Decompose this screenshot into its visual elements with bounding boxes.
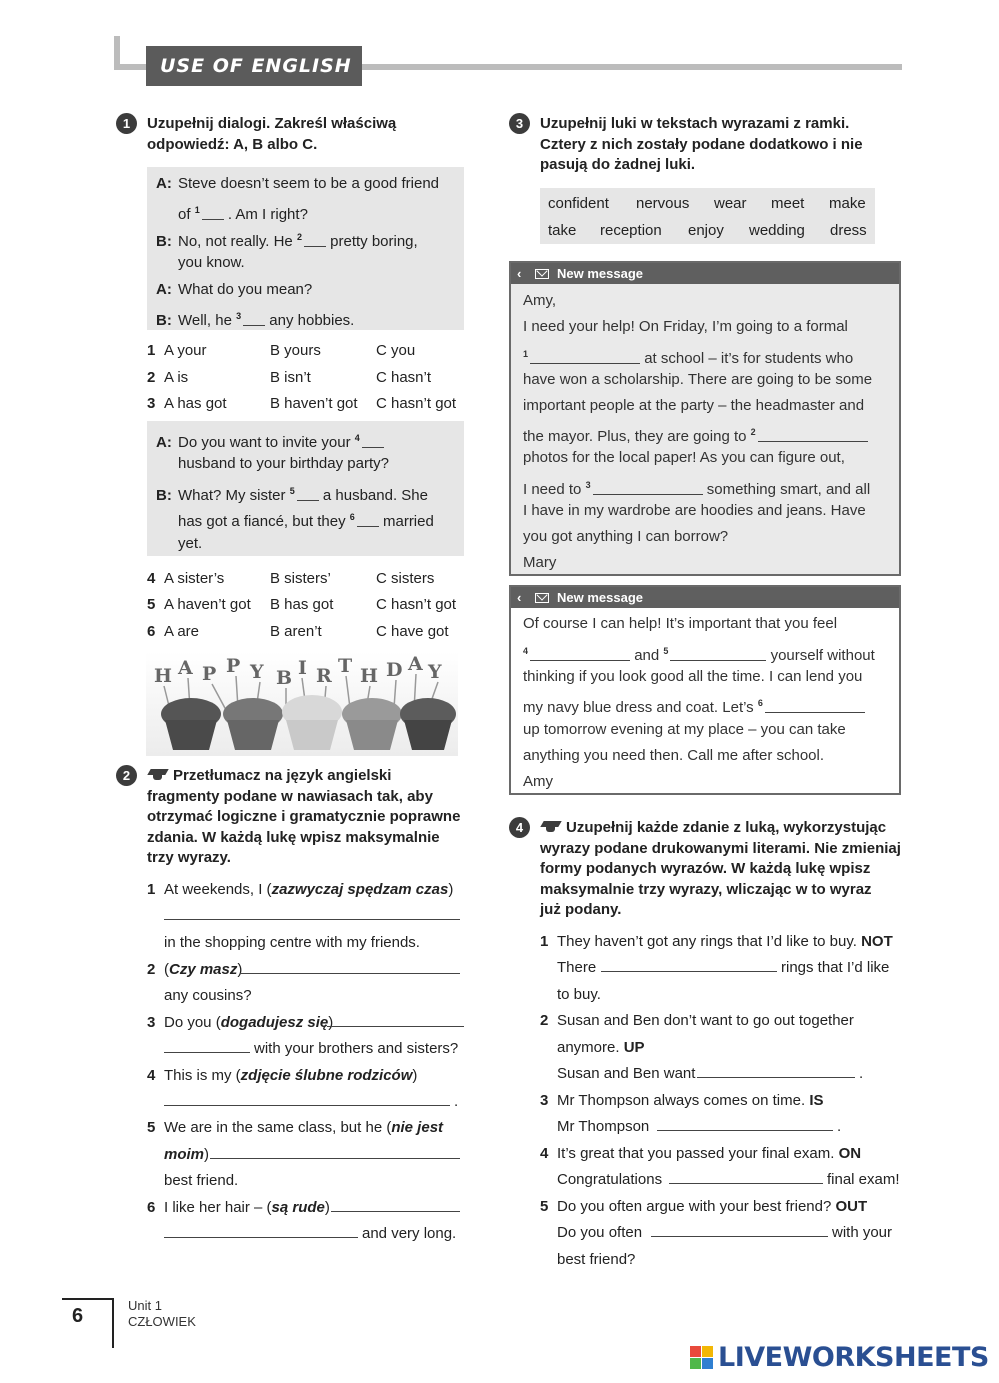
liveworksheets-wordmark: LIVEWORKSHEETS (718, 1342, 989, 1373)
page-number: 6 (72, 1305, 84, 1327)
exercise-number: 2 (116, 765, 137, 786)
transformation-prompt: final exam! (827, 1171, 900, 1188)
svg-text:D: D (386, 659, 403, 681)
dialog-line: you know. (178, 254, 245, 271)
answer-line[interactable] (651, 1236, 828, 1237)
word-bank-item[interactable]: dress (830, 222, 867, 239)
gap-5[interactable] (670, 647, 766, 661)
dialog-line: has got a fiancé, but they $^6$ married (178, 512, 434, 530)
email-line: the mayor. Plus, they are going to $^2$ (523, 422, 868, 447)
translation-continuation: and very long. (362, 1225, 457, 1242)
answer-line[interactable] (240, 973, 460, 974)
answer-line[interactable] (657, 1130, 833, 1131)
translation-continuation: in the shopping centre with my friends. (164, 934, 420, 951)
translation-item: 6 I like her hair – (są rude) (147, 1199, 330, 1216)
option-a[interactable]: A your (164, 342, 207, 359)
transformation-prompt: best friend? (557, 1251, 636, 1268)
dialog-line: of $^1$ . Am I right? (178, 205, 308, 223)
translation-continuation: . (454, 1093, 459, 1110)
chevron-left-icon[interactable]: ‹ (517, 590, 522, 605)
option-c[interactable]: C hasn’t got (376, 596, 457, 613)
svg-text:I: I (298, 657, 307, 679)
word-bank-item[interactable]: enjoy (688, 222, 724, 239)
transformation-item: 3 Mr Thompson always comes on time. IS (540, 1092, 824, 1109)
option-c[interactable]: C you (376, 342, 416, 359)
email-line: important people at the party – the headmaster and (523, 397, 865, 414)
option-row: 1 A your B yours C you (147, 342, 416, 359)
option-a[interactable]: A are (164, 623, 200, 640)
dialog-line: A: Steve doesn’t seem to be a good friend (156, 175, 440, 192)
exercise-instruction: Uzupełnij luki w tekstach wyrazami z ramki. Cztery z nich zostały podane dodatkowo i nie pasują do żadnej luki. (540, 115, 863, 173)
translation-item: 2 (Czy masz) (147, 961, 243, 978)
translation-item: 3 Do you (dogadujesz się) (147, 1014, 334, 1031)
email-line: Mary (523, 554, 557, 571)
svg-text:T: T (338, 655, 353, 677)
dialog-line: yet. (178, 535, 203, 552)
option-a[interactable]: A is (164, 369, 189, 386)
gap-3[interactable] (593, 481, 703, 495)
svg-text:A: A (408, 653, 423, 675)
option-b[interactable]: B sisters’ (270, 570, 331, 587)
dialog-line: A: What do you mean? (156, 281, 313, 298)
gap-1[interactable] (202, 206, 224, 220)
dialog-line: husband to your birthday party? (178, 455, 389, 472)
email-line: I need to $^3$ something smart, and all (523, 480, 871, 498)
answer-line[interactable] (164, 1237, 358, 1238)
svg-text:A: A (178, 657, 193, 679)
gap-4[interactable] (530, 647, 630, 661)
email-line: I need your help! On Friday, I’m going to a formal (523, 318, 848, 335)
email-line: my navy blue dress and coat. Let’s $^6$ (523, 693, 865, 718)
transformation-prompt: There (557, 959, 597, 976)
answer-line[interactable] (601, 971, 777, 972)
answer-line[interactable] (697, 1077, 855, 1078)
answer-line[interactable] (210, 1158, 460, 1159)
unit-label: Unit 1 CZŁOWIEK (128, 1298, 196, 1329)
exercise-number: 1 (116, 113, 137, 134)
exercise-number: 3 (509, 113, 530, 134)
envelope-icon (535, 593, 549, 603)
word-bank-item[interactable]: wedding (749, 222, 805, 239)
email-line: Of course I can help! It’s important that you feel (523, 615, 838, 632)
exercise-instruction: Uzupełnij dialogi. Zakreśl właściwą odpowiedź: A, B albo C. (147, 115, 397, 153)
word-bank-item[interactable]: make (829, 195, 866, 212)
exercise-number: 4 (509, 817, 530, 838)
option-row: 2 A is B isn’t C hasn’t (147, 369, 432, 386)
svg-text:P: P (202, 663, 217, 685)
option-b[interactable]: B aren’t (270, 623, 322, 640)
translation-continuation: any cousins? (164, 987, 252, 1004)
transformation-prompt: Susan and Ben want (557, 1065, 696, 1082)
dialog-line: B: What? My sister $^5$ a husband. She (156, 486, 428, 504)
transformation-prompt: . (837, 1118, 842, 1135)
envelope-icon (535, 269, 549, 279)
option-c[interactable]: C hasn’t got (376, 395, 457, 412)
option-b[interactable]: B yours (270, 342, 321, 359)
email-header: ‹ New message (511, 263, 899, 284)
email-line: anything you need then. Call me after school. (523, 747, 825, 764)
email-line: you got anything I can borrow? (523, 528, 729, 545)
svg-text:Y: Y (428, 661, 442, 683)
answer-line[interactable] (164, 1105, 450, 1106)
svg-text:Y: Y (250, 661, 264, 683)
transformation-item: 5 Do you often argue with your best friend? OUT (540, 1198, 868, 1215)
translation-item: 4 This is my (zdjęcie ślubne rodziców) (147, 1067, 418, 1084)
dialog-line: B: Well, he $^3$ any hobbies. (156, 311, 355, 329)
graduation-cap-icon (147, 768, 169, 781)
answer-line[interactable] (327, 1026, 464, 1027)
email-line: have won a scholarship. There are going to be some (523, 371, 873, 388)
svg-text:B: B (276, 667, 293, 689)
email-message-1 (509, 261, 901, 576)
answer-line[interactable] (164, 919, 460, 920)
gap-3[interactable] (243, 312, 265, 326)
exercise-instruction: Przetłumacz na język angielski fragmenty podane w nawiasach tak, aby otrzymać logiczne i gramatycznie poprawne zdania. W każdą lukę wpisz maksymalnie trzy wyrazy. (147, 767, 461, 866)
word-bank-item[interactable]: meet (771, 195, 805, 212)
translation-item-cont: moim) (164, 1146, 210, 1163)
word-bank-item[interactable]: take (548, 222, 577, 239)
transformation-prompt: . (859, 1065, 864, 1082)
email-line: $^4$ and $^5$ yourself without (523, 646, 875, 664)
transformation-prompt: rings that I’d like (781, 959, 890, 976)
graduation-cap-icon (540, 820, 562, 833)
option-c[interactable]: C have got (376, 623, 449, 640)
svg-text:H: H (360, 665, 378, 687)
transformation-prompt: with your (832, 1224, 893, 1241)
option-c[interactable]: C sisters (376, 570, 435, 587)
svg-text:P: P (226, 655, 241, 677)
email-line: Amy (523, 773, 553, 790)
email-line: up tomorrow evening at my place – you can take (523, 721, 846, 738)
transformation-prompt: to buy. (557, 986, 601, 1003)
dialog-line: B: No, not really. He $^2$ pretty boring, (156, 232, 418, 250)
word-bank-item[interactable]: wear (714, 195, 747, 212)
transformation-prompt: Mr Thompson (557, 1118, 650, 1135)
translation-item: 1 At weekends, I (zazwyczaj spędzam czas) (147, 881, 454, 898)
translation-item: 5 We are in the same class, but he (nie jest (147, 1119, 444, 1136)
exercise-instruction: Uzupełnij każde zdanie z luką, wykorzystując wyrazy podane drukowanymi literami. Nie zmieniaj formy podanych wyrazów. W każdą lukę wpisz maksymalnie trzy wyrazy, wliczając w to wyraz już podany. (540, 819, 901, 918)
option-row: 6 A are B aren’t C have got (147, 623, 449, 640)
gap-2[interactable] (304, 233, 326, 247)
svg-text:R: R (316, 665, 332, 687)
option-b[interactable]: B has got (270, 596, 334, 613)
email-line: $^1$ at school – it’s for students who (523, 349, 854, 367)
email-line: I have in my wardrobe are hoodies and jeans. Have (523, 502, 866, 519)
transformation-item: 1 They haven’t got any rings that I’d like to buy. NOT (540, 933, 893, 950)
email-message-2 (509, 585, 901, 795)
option-c[interactable]: C hasn’t (376, 369, 432, 386)
transformation-item: 2 Susan and Ben don’t want to go out together (540, 1012, 854, 1029)
word-bank-item[interactable]: confident (548, 195, 609, 212)
email-line: Amy, (523, 292, 557, 309)
option-b[interactable]: B haven’t got (270, 395, 358, 412)
word-bank-item[interactable]: nervous (636, 195, 690, 212)
svg-text:H: H (154, 665, 172, 687)
email-line: photos for the local paper! As you can figure out, (523, 449, 845, 466)
transformation-item-cont: anymore. UP (557, 1039, 645, 1056)
gap-4[interactable] (362, 434, 384, 448)
chevron-left-icon[interactable]: ‹ (517, 266, 522, 281)
option-row: 4 A sister’s B sisters’ C sisters (147, 570, 435, 587)
transformation-prompt: Do you often (557, 1224, 643, 1241)
dialog-line: A: Do you want to invite your $^4$ (156, 428, 384, 453)
translation-continuation: best friend. (164, 1172, 239, 1189)
answer-line[interactable] (331, 1211, 460, 1212)
answer-line[interactable] (669, 1183, 823, 1184)
translation-continuation: with your brothers and sisters? (254, 1040, 459, 1057)
answer-line[interactable] (164, 1052, 250, 1053)
option-a[interactable]: A has got (164, 395, 227, 412)
gap-2[interactable] (758, 428, 868, 442)
section-title: USE OF ENGLISH (146, 46, 362, 86)
footer-rule (62, 1298, 114, 1300)
option-row: 5 A haven’t got B has got C hasn’t got (147, 596, 457, 613)
gap-5[interactable] (297, 487, 319, 501)
footer-divider (112, 1298, 114, 1348)
gap-6[interactable] (765, 699, 865, 713)
option-a[interactable]: A haven’t got (164, 596, 251, 613)
email-line: thinking if you look good all the time. I can lend you (523, 668, 863, 685)
cupcakes-image (146, 652, 458, 756)
word-bank-item[interactable]: reception (600, 222, 662, 239)
gap-6[interactable] (357, 513, 379, 527)
option-b[interactable]: B isn’t (270, 369, 311, 386)
gap-1[interactable] (530, 350, 640, 364)
transformation-prompt: Congratulations (557, 1171, 663, 1188)
transformation-item: 4 It’s great that you passed your final exam. ON (540, 1145, 862, 1162)
option-row: 3 A has got B haven’t got C hasn’t got (147, 395, 457, 412)
email-header: ‹ New message (511, 587, 899, 608)
option-a[interactable]: A sister’s (164, 570, 225, 587)
liveworksheets-icon (690, 1346, 714, 1370)
